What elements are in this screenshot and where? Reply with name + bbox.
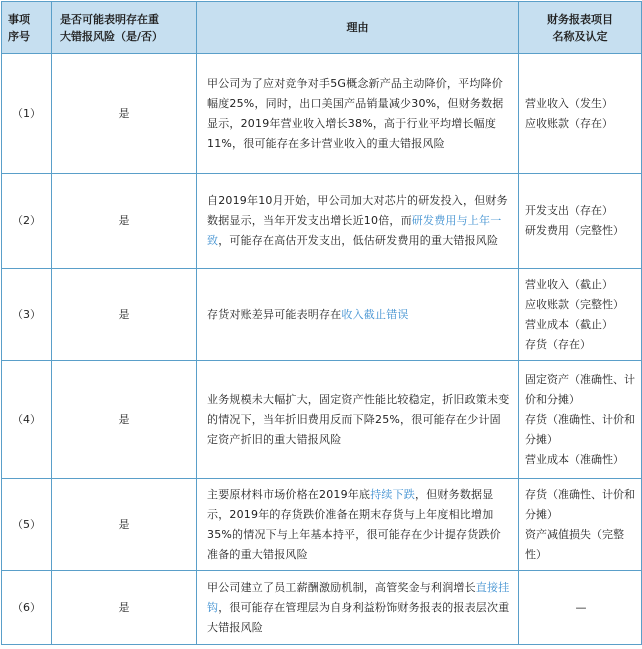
row-items [519,361,642,479]
header-item: 财务报表项目 名称及认定 [519,2,642,54]
table-row [2,54,642,174]
table-row [2,174,642,269]
row-reason: 甲公司为了应对竞争对手5G概念新产品主动降价，平均降价幅度25%，同时，出口美国产品销量减少30%，但财务数据显示，2019年营业收入增长38%，高于行业平均增长幅度11%，很可能存在多计营业收入的重大错报风险 [197,54,519,174]
item-label: 营业成本（截止） [525,317,613,331]
row-index: （2） [2,174,52,269]
row-reason: 存货对账差异可能表明存在收入截止错误 [197,269,519,361]
item-label: 研发费用（完整性） [525,224,624,237]
row-risk: 是 [52,479,197,571]
row-risk: 是 [52,571,197,645]
item-label: — [575,600,587,614]
highlight-text: 持续下跌 [370,487,416,501]
row-items [519,174,642,269]
table-row [2,269,642,361]
highlight-text: 收入截止错误 [341,307,409,321]
risk-assessment-table [1,1,642,645]
table-row [2,571,642,645]
row-reason: 主要原材料市场价格在2019年底持续下跌，但财务数据显示，2019年的存货跌价准备在期末存货与上年度相比增加35%的情况下与上年基本持平，很可能存在少计提存货跌价准备的重大错报风险 [197,479,519,571]
table-row [2,361,642,479]
item-label: 固定资产（准确性、计价和分摊） [525,372,635,406]
item-label: 资产减值损失（完整性） [525,527,624,561]
row-risk: 是 [52,54,197,174]
item-label: 应收账款（存在） [525,116,613,130]
row-risk: 是 [52,269,197,361]
row-items [519,571,642,645]
item-label: 营业成本（准确性） [525,452,624,466]
row-items [519,54,642,174]
row-index: （4） [2,361,52,479]
table-row [2,479,642,571]
row-index: （1） [2,54,52,174]
row-risk: 是 [52,174,197,269]
row-index: （6） [2,571,52,645]
row-reason: 业务规模未大幅扩大，固定资产性能比较稳定，折旧政策未变的情况下，当年折旧费用反而下降25%，很可能存在少计固定资产折旧的重大错报风险 [197,361,519,479]
row-index: （3） [2,269,52,361]
highlight-text: 研发费用与上年一致 [207,214,502,247]
header-index: 事项 序号 [2,2,52,54]
table-header-row [2,2,642,54]
row-reason: 甲公司建立了员工薪酬激励机制，高管奖金与利润增长直接挂钩，很可能存在管理层为自身利益粉饰财务报表的报表层次重大错报风险 [197,571,519,645]
highlight-text: 直接挂钩 [207,580,510,614]
item-label: 存货（准确性、计价和分摊） [525,412,635,446]
row-items [519,479,642,571]
item-label: 存货（准确性、计价和分摊） [525,487,635,521]
header-reason: 理由 [197,2,519,54]
row-items [519,269,642,361]
row-index: （5） [2,479,52,571]
item-label: 营业收入（截止） [525,277,613,291]
row-risk: 是 [52,361,197,479]
header-risk: 是否可能表明存在重 大错报风险（是/否） [52,2,197,54]
item-label: 营业收入（发生） [525,96,613,110]
item-label: 存货（存在） [525,337,591,351]
item-label: 开发支出（存在） [525,204,613,217]
row-reason: 自2019年10月开始，甲公司加大对芯片的研发投入，但财务数据显示，当年开发支出增长近10倍，而研发费用与上年一致，可能存在高估开发支出，低估研发费用的重大错报风险 [197,174,519,269]
item-label: 应收账款（完整性） [525,297,624,311]
